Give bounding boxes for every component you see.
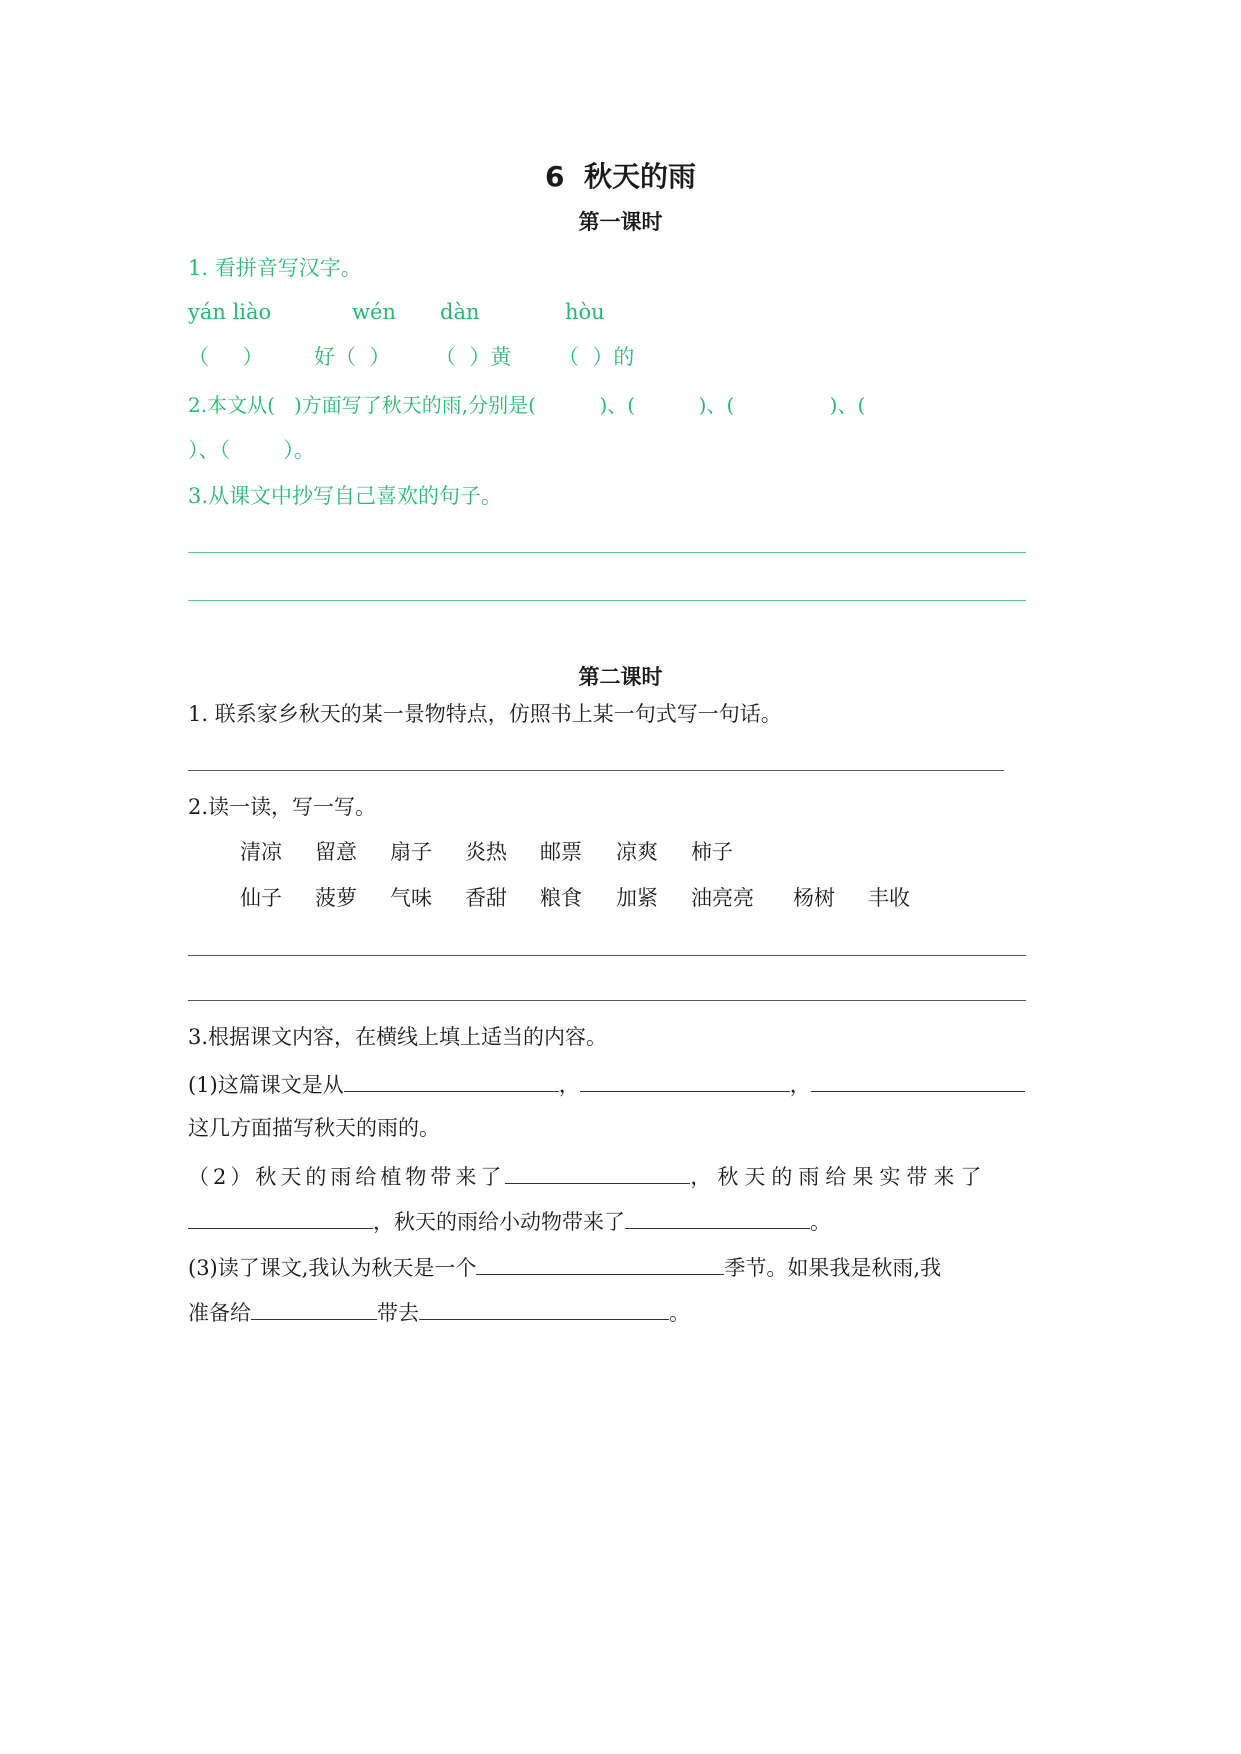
word-item: 菠萝 xyxy=(315,886,357,910)
fill-text: ， xyxy=(789,1073,811,1097)
fill-blank[interactable] xyxy=(344,1073,559,1092)
fill-text: (3)读了课文,我认为秋天是一个 xyxy=(188,1256,477,1280)
pinyin-2: wén xyxy=(352,300,396,324)
fill-blank[interactable] xyxy=(251,1301,377,1320)
fill-blank[interactable] xyxy=(625,1210,810,1229)
fill-text: （2）秋天的雨给植物带来了 xyxy=(188,1165,506,1189)
word-item: 油亮亮 xyxy=(691,886,754,910)
fill-text: 季节。如果我是秋雨,我 xyxy=(724,1256,942,1280)
fill-text: 准备给 xyxy=(188,1301,251,1325)
lesson1-q3: 3.从课文中抄写自己喜欢的句子。 xyxy=(188,484,503,508)
word-item: 杨树 xyxy=(793,886,835,910)
fill-blank[interactable] xyxy=(188,1210,373,1229)
answer-line xyxy=(188,1000,1026,1001)
lesson1-q1: 1. 看拼音写汉字。 xyxy=(188,256,362,280)
answer-line xyxy=(188,552,1026,553)
fill-text: ， xyxy=(558,1073,580,1097)
word-item: 香甜 xyxy=(465,886,507,910)
word-item: 柿子 xyxy=(691,840,733,864)
word-item: 邮票 xyxy=(540,840,582,864)
fill-text: (1)这篇课文是从 xyxy=(188,1073,344,1097)
answer-line xyxy=(188,770,1004,771)
fill-blank[interactable] xyxy=(419,1301,669,1320)
fill-item-3 xyxy=(188,1256,941,1279)
word-item: 清凉 xyxy=(240,840,282,864)
fill-item-1 xyxy=(188,1073,1025,1096)
lesson1-q2-line2: ）、（ ）。 xyxy=(188,438,315,462)
lesson2-q1: 1. 联系家乡秋天的某一景物特点，仿照书上某一句式写一句话。 xyxy=(188,702,782,726)
pinyin-4: hòu xyxy=(565,300,605,324)
lesson1-q2-line1: 2.本文从( )方面写了秋天的雨,分别是( )、( )、( )、( xyxy=(188,393,866,417)
pinyin-3: dàn xyxy=(440,300,480,324)
word-item: 气味 xyxy=(390,886,432,910)
fill-text: 带去 xyxy=(377,1301,419,1325)
fill-blank[interactable] xyxy=(476,1256,724,1275)
bracket-3: （ ）黄 xyxy=(435,345,512,369)
bracket-1: （ ） xyxy=(188,345,264,369)
bracket-4: （ ）的 xyxy=(558,345,635,369)
word-item: 加紧 xyxy=(616,886,658,910)
fill-text: ，秋天的雨给小动物带来了 xyxy=(373,1210,625,1234)
fill-blank[interactable] xyxy=(580,1073,790,1092)
word-item: 粮食 xyxy=(540,886,582,910)
word-item: 扇子 xyxy=(390,840,432,864)
answer-line xyxy=(188,955,1026,956)
fill-item-2-cont xyxy=(188,1210,831,1233)
fill-item-2 xyxy=(188,1165,987,1188)
fill-text: ，秋天的雨给果实带来了 xyxy=(690,1165,988,1189)
page-title: 6 秋天的雨 xyxy=(545,160,696,193)
fill-item-3-cont xyxy=(188,1301,690,1324)
lesson1-heading: 第一课时 xyxy=(578,210,663,234)
word-item: 留意 xyxy=(315,840,357,864)
fill-blank[interactable] xyxy=(505,1165,690,1184)
pinyin-1: yán liào xyxy=(188,300,272,324)
bracket-2: 好（ ） xyxy=(314,345,391,369)
word-item: 丰收 xyxy=(868,886,910,910)
answer-line xyxy=(188,600,1026,601)
fill-text: 。 xyxy=(669,1301,690,1325)
lesson2-q3: 3.根据课文内容，在横线上填上适当的内容。 xyxy=(188,1025,608,1049)
word-item: 凉爽 xyxy=(616,840,658,864)
word-item: 炎热 xyxy=(465,840,507,864)
fill-item-1-end: 这几方面描写秋天的雨的。 xyxy=(188,1116,440,1140)
lesson2-heading: 第二课时 xyxy=(578,665,663,689)
lesson2-q2: 2.读一读，写一写。 xyxy=(188,795,377,819)
fill-blank[interactable] xyxy=(811,1073,1025,1092)
fill-text: 。 xyxy=(810,1210,831,1234)
word-item: 仙子 xyxy=(240,886,282,910)
